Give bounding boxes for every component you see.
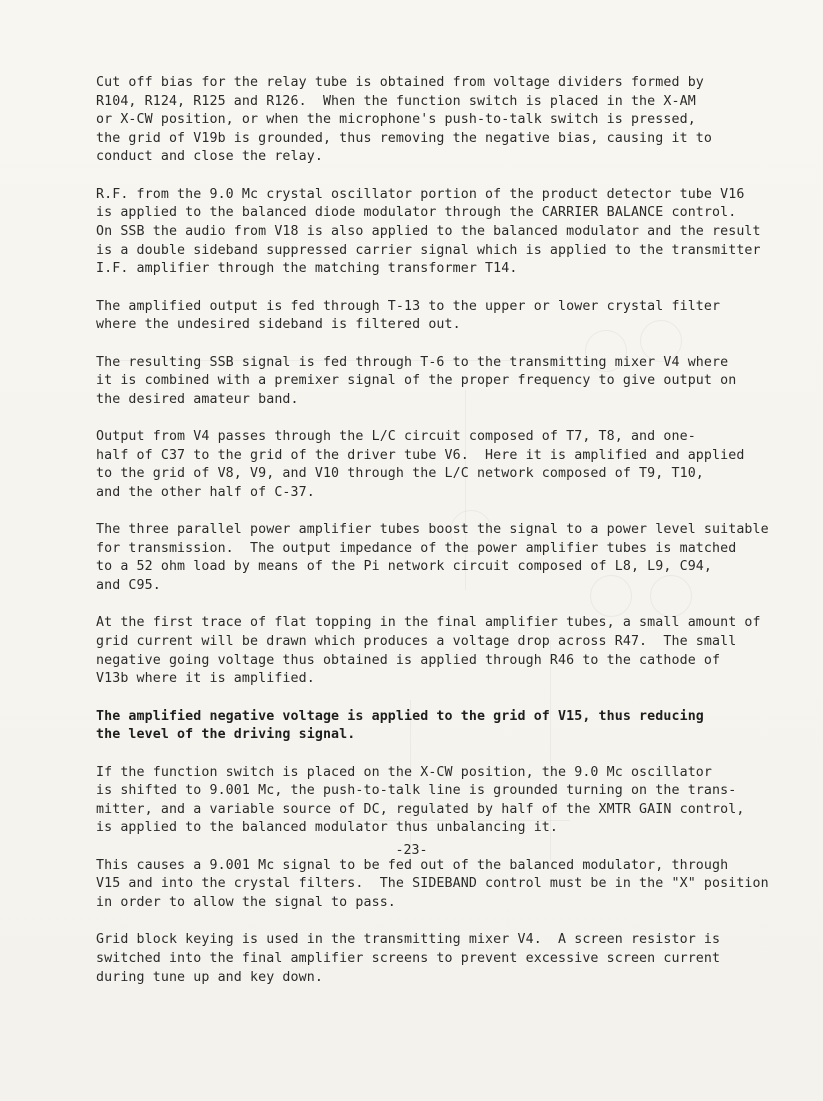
text-line: I.F. amplifier through the matching transformer T14. <box>96 261 518 277</box>
text-line: R.F. from the 9.0 Mc crystal oscillator portion of the product detector tube V16 <box>96 186 745 202</box>
text-line: The three parallel power amplifier tubes boost the signal to a power level suitable <box>96 522 769 538</box>
text-line: If the function switch is placed on the X-CW position, the 9.0 Mc oscillator <box>96 764 713 780</box>
text-line: is applied to the balanced modulator thus unbalancing it. <box>96 820 559 836</box>
text-line: and C95. <box>96 578 161 594</box>
text-line: for transmission. The output impedance of the power amplifier tubes is matched <box>96 540 737 556</box>
text-line: switched into the final amplifier screens to prevent excessive screen current <box>96 950 721 966</box>
text-line: and the other half of C-37. <box>96 484 315 500</box>
paragraph <box>96 74 796 167</box>
paragraph <box>96 931 796 987</box>
text-line: V15 and into the crystal filters. The SIDEBAND control must be in the "X" position <box>96 876 769 892</box>
body-text <box>96 74 796 1006</box>
paragraph <box>96 708 796 745</box>
text-line: Cut off bias for the relay tube is obtained from voltage dividers formed by <box>96 75 704 90</box>
text-line: the level of the driving signal. <box>96 727 356 743</box>
text-line: it is combined with a premixer signal of the proper frequency to give output on <box>96 373 737 389</box>
text-line: half of C37 to the grid of the driver tube V6. Here it is amplified and applied <box>96 447 745 463</box>
text-line: V13b where it is amplified. <box>96 671 315 687</box>
text-line: This causes a 9.001 Mc signal to be fed out of the balanced modulator, through <box>96 857 729 873</box>
text-line: where the undesired sideband is filtered out. <box>96 317 461 333</box>
paragraph <box>96 298 796 335</box>
text-line: conduct and close the relay. <box>96 149 323 165</box>
paragraph <box>96 857 796 913</box>
text-line: is a double sideband suppressed carrier signal which is applied to the transmitter <box>96 242 761 258</box>
text-line: Output from V4 passes through the L/C circuit composed of T7, T8, and one- <box>96 429 696 445</box>
paragraph <box>96 614 796 688</box>
page-number: -23- <box>395 843 428 858</box>
text-line: to a 52 ohm load by means of the Pi network circuit composed of L8, L9, C94, <box>96 559 713 575</box>
text-line: is shifted to 9.001 Mc, the push-to-talk line is grounded turning on the trans- <box>96 783 737 799</box>
paragraph <box>96 354 796 410</box>
paragraph <box>96 186 796 279</box>
text-line: The amplified output is fed through T-13 to the upper or lower crystal filter <box>96 298 721 314</box>
text-line: or X-CW position, or when the microphone's push-to-talk switch is pressed, <box>96 112 696 128</box>
text-line: negative going voltage thus obtained is applied through R46 to the cathode of <box>96 652 721 668</box>
text-line: The resulting SSB signal is fed through T-6 to the transmitting mixer V4 where <box>96 354 729 370</box>
text-line: the grid of V19b is grounded, thus removing the negative bias, causing it to <box>96 130 713 146</box>
text-line: Grid block keying is used in the transmitting mixer V4. A screen resistor is <box>96 932 721 948</box>
text-line: mitter, and a variable source of DC, regulated by half of the XMTR GAIN control, <box>96 801 745 817</box>
text-line: the desired amateur band. <box>96 391 299 407</box>
paragraph <box>96 521 796 595</box>
paragraph <box>96 764 796 838</box>
text-line: The amplified negative voltage is applied to the grid of V15, thus reducing <box>96 708 704 724</box>
text-line: R104, R124, R125 and R126. When the function switch is placed in the X-AM <box>96 93 696 109</box>
text-line: to the grid of V8, V9, and V10 through the L/C network composed of T9, T10, <box>96 466 704 482</box>
text-line: during tune up and key down. <box>96 969 323 985</box>
paragraph <box>96 428 796 502</box>
text-line: grid current will be drawn which produces a voltage drop across R47. The small <box>96 634 737 650</box>
text-line: in order to allow the signal to pass. <box>96 894 396 910</box>
text-line: is applied to the balanced diode modulator through the CARRIER BALANCE control. <box>96 205 737 221</box>
text-line: On SSB the audio from V18 is also applied to the balanced modulator and the result <box>96 223 761 239</box>
text-line: At the first trace of flat topping in the final amplifier tubes, a small amount of <box>96 615 761 631</box>
